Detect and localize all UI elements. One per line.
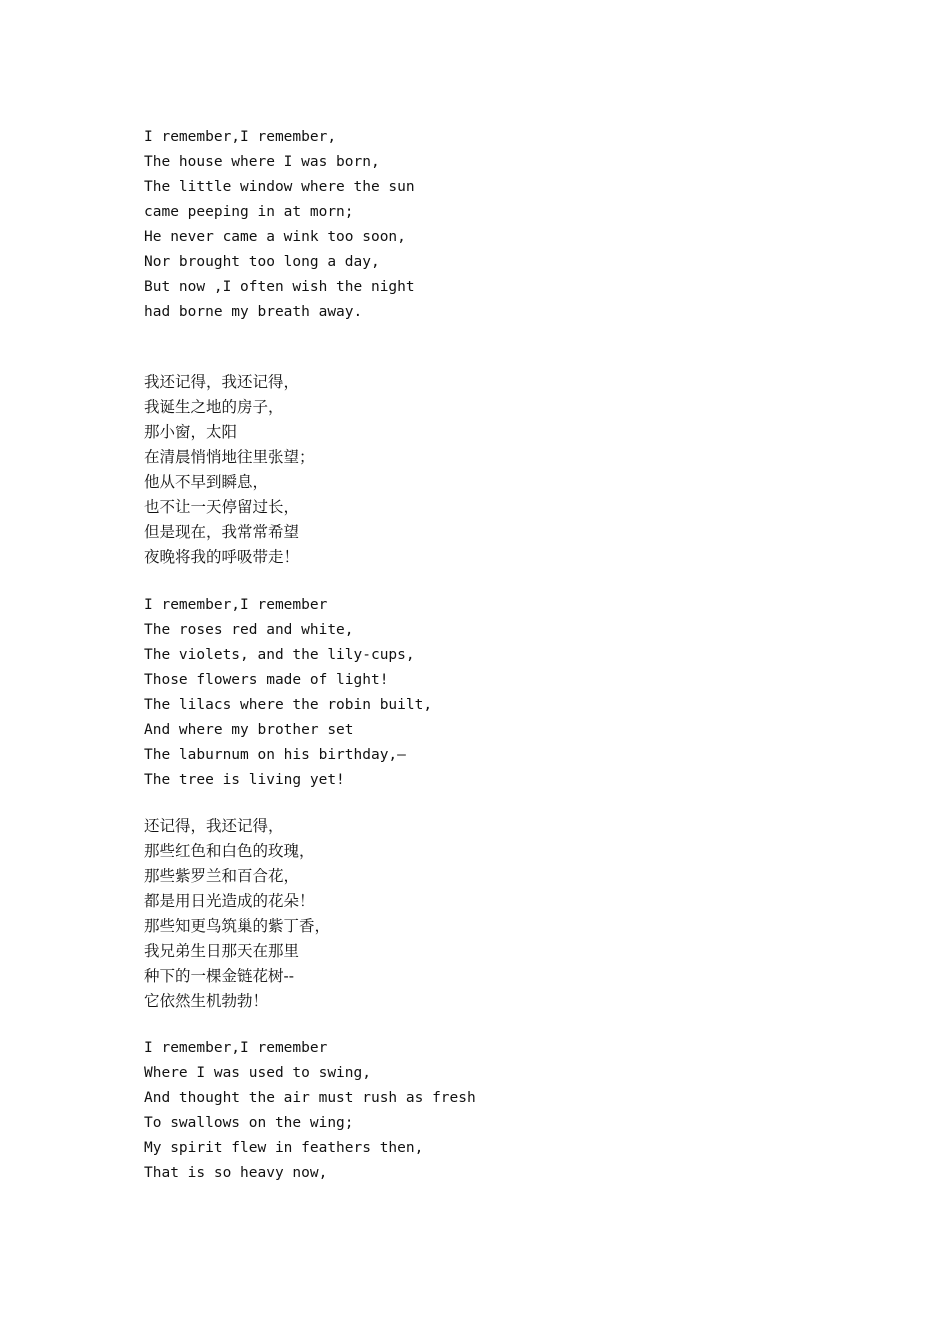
poem-line: 都是用日光造成的花朵！ <box>144 892 315 910</box>
poem-line: 那些知更鸟筑巢的紫丁香， <box>144 917 331 935</box>
poem-line: Nor brought too long a day, <box>144 254 380 270</box>
poem-line: The roses red and white, <box>144 622 354 638</box>
poem-line: The tree is living yet! <box>144 772 345 788</box>
poem-line: The little window where the sun <box>144 179 415 195</box>
poem-line: 在清晨悄悄地往里张望； <box>144 448 315 466</box>
poem-line: My spirit flew in feathers then, <box>144 1140 424 1156</box>
poem-line: 种下的一棵金链花树-- <box>144 967 294 985</box>
poem-line: 我诞生之地的房子， <box>144 398 284 416</box>
poem-line: 我兄弟生日那天在那里 <box>144 942 300 960</box>
poem-line: The house where I was born, <box>144 154 380 170</box>
poem-line: 它依然生机勃勃！ <box>144 992 269 1010</box>
poem-line: The laburnum on his birthday,— <box>144 747 406 763</box>
poem-line: 也不让一天停留过长， <box>144 498 300 516</box>
poem-line: 那些红色和白色的玫瑰， <box>144 842 315 860</box>
poem-line: That is so heavy now, <box>144 1165 328 1181</box>
poem-line: Where I was used to swing, <box>144 1065 371 1081</box>
poem-line: He never came a wink too soon, <box>144 229 406 245</box>
poem-line: I remember,I remember <box>144 1040 328 1056</box>
poem-line: And thought the air must rush as fresh <box>144 1090 476 1106</box>
poem-line: The lilacs where the robin built, <box>144 697 433 713</box>
poem-line: The violets, and the lily-cups, <box>144 647 415 663</box>
poem-line: To swallows on the wing; <box>144 1115 354 1131</box>
poem-line: 夜晚将我的呼吸带走！ <box>144 548 300 566</box>
poem-line: And where my brother set <box>144 722 354 738</box>
poem-line: 但是现在，我常常希望 <box>144 523 300 541</box>
poem-line: Those flowers made of light! <box>144 672 389 688</box>
poem-line: 他从不早到瞬息， <box>144 473 269 491</box>
poem-line: I remember,I remember <box>144 597 328 613</box>
poem-line: 那小窗，太阳 <box>144 423 238 441</box>
poem-line: 那些紫罗兰和百合花， <box>144 867 300 885</box>
poem-line: came peeping in at morn; <box>144 204 354 220</box>
poem-line: 我还记得，我还记得， <box>144 373 300 391</box>
poem-line: 还记得，我还记得， <box>144 817 284 835</box>
poem-line: I remember,I remember, <box>144 129 337 145</box>
poem-line: had borne my breath away. <box>144 304 363 320</box>
poem-line: But now ,I often wish the night <box>144 279 415 295</box>
